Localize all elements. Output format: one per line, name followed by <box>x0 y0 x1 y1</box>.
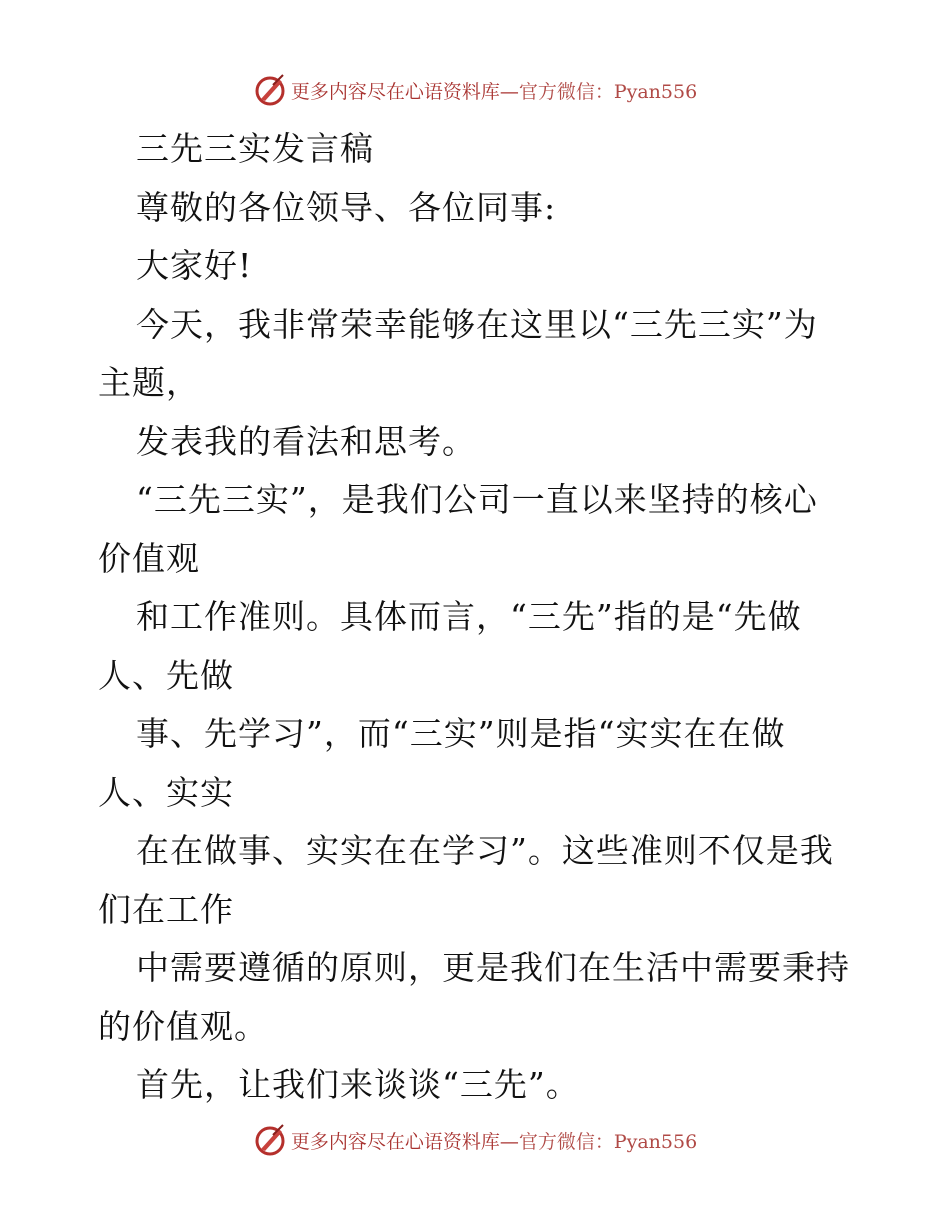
text-line: 在在做事、实实在在学习”。这些准则不仅是我 <box>136 831 834 870</box>
text-line: 价值观 <box>98 538 200 578</box>
text-line: 事、先学习”，而“三实”则是指“实实在在做 <box>136 714 786 753</box>
text-line: 发表我的看法和思考。 <box>136 421 476 461</box>
watermark-dash: — <box>499 80 519 103</box>
watermark-site: 更多内容尽在心语资料库 <box>290 80 500 103</box>
text-line: 三先三实发言稿 <box>136 129 374 168</box>
quill-logo-icon <box>253 1123 287 1157</box>
text-line: 首先，让我们来谈谈“三先”。 <box>136 1065 580 1104</box>
text-line: 的价值观。 <box>98 1006 268 1046</box>
text-line: 主题， <box>98 363 200 402</box>
text-line: 尊敬的各位领导、各位同事: <box>136 187 557 227</box>
text-line: 们在工作 <box>98 889 234 929</box>
text-line: 今天，我非常荣幸能够在这里以“三先三实”为 <box>136 304 818 344</box>
text-line: 中需要遵循的原则，更是我们在生活中需要秉持 <box>136 948 850 987</box>
quill-logo-icon <box>253 73 287 107</box>
header-watermark <box>0 70 950 110</box>
watermark-contact: 官方微信：Pyan556 <box>518 1130 698 1153</box>
watermark-text <box>291 77 697 104</box>
footer-watermark <box>0 1120 950 1160</box>
watermark-dash: — <box>499 1130 519 1153</box>
text-line: 人、先做 <box>98 655 234 695</box>
document-body <box>98 120 858 1115</box>
watermark-text <box>291 1127 697 1154</box>
watermark-contact: 官方微信：Pyan556 <box>518 80 698 103</box>
watermark-site: 更多内容尽在心语资料库 <box>290 1130 500 1153</box>
text-line: “三先三实”，是我们公司一直以来坚持的核心 <box>136 480 818 519</box>
text-line: 人、实实 <box>98 772 234 812</box>
text-line: 和工作准则。具体而言，“三先”指的是“先做 <box>136 597 802 636</box>
text-line: 大家好! <box>136 246 253 285</box>
